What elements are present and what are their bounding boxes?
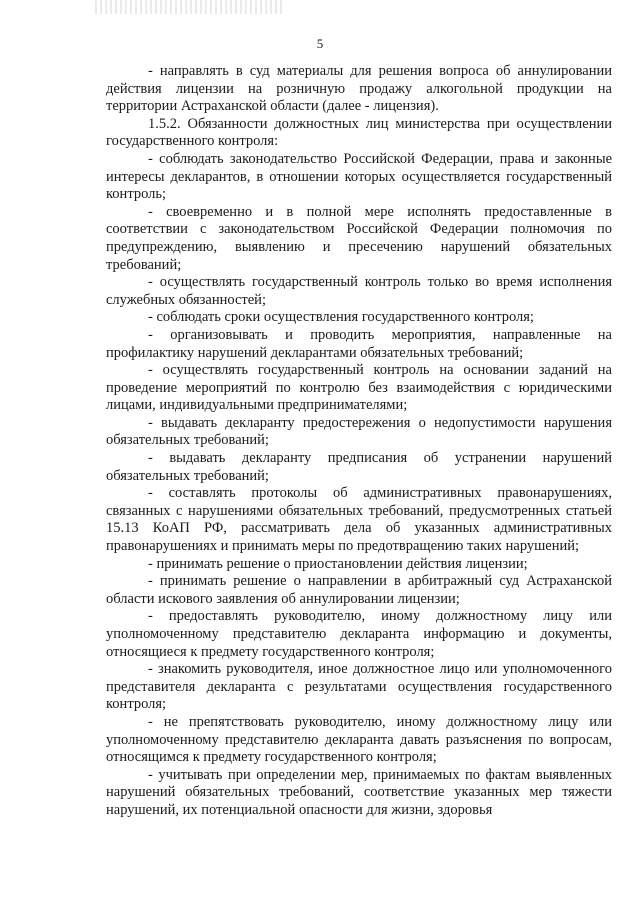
list-item: - принимать решение о приостановлении действия лицензии; <box>148 555 528 572</box>
list-item: - знакомить руководителя, иное должностное лицо или уполномоченного представителя декларанта с результатами осуществления государственного контроля; <box>106 661 612 713</box>
page-number: 5 <box>316 36 324 51</box>
list-item: - принимать решение о направлении в арбитражный суд Астраханской области искового заявления об аннулировании лицензии; <box>106 573 612 607</box>
list-item: - не препятствовать руководителю, иному должностному лицу или уполномоченному представителю декларанта давать разъяснения по вопросам, относящимся к предмету государственного контроля; <box>106 713 612 766</box>
list-item: - осуществлять государственный контроль только во время исполнения служебных обязанностей; <box>106 274 612 308</box>
section-heading-1-5-2: 1.5.2. Обязанности должностных лиц министерства при осуществлении государственного контроля: <box>106 115 612 150</box>
list-item: - соблюдать сроки осуществления государственного контроля; <box>148 309 534 326</box>
list-item: - выдавать декларанту предостережения о недопустимости нарушения обязательных требований; <box>106 414 612 449</box>
list-item: - организовывать и проводить мероприятия, направленные на профилактику нарушений декларантами обязательных требований; <box>106 326 612 361</box>
list-item: - соблюдать законодательство Российской Федерации, права и законные интересы декларантов, в отношении которых осуществляется государственный контроль; <box>106 150 612 203</box>
list-item: - своевременно и в полной мере исполнять предоставленные в соответствии с законодательством Российской Федерации полномочия по предупреждению, выявлению и пресечению нарушений обязательных требований; <box>106 203 612 273</box>
list-item: - предоставлять руководителю, иному должностному лицу или уполномоченному представителю декларанта информацию и документы, относящиеся к предмету государственного контроля; <box>106 608 612 660</box>
scan-artifact <box>95 0 285 14</box>
list-item: - осуществлять государственный контроль на основании заданий на проведение мероприятий по контролю без взаимодействия с юридическими лицами, индивидуальными предпринимателями; <box>106 362 612 414</box>
list-item: - выдавать декларанту предписания об устранении нарушений обязательных требований; <box>106 450 612 484</box>
list-item: - составлять протоколы об административных правонарушениях, связанных с нарушениями обязательных требований, предусмотренных статьей 15.13 КоАП РФ, рассматривать дела об указанных административных правонарушениях и принимать меры по предотвращению таких нарушений; <box>106 485 612 555</box>
list-item: - учитывать при определении мер, принимаемых по фактам выявленных нарушений обязательных требований, соответствие указанных мер тяжести нарушений, их потенциальной опасности для жизни, здоровья <box>106 766 612 818</box>
document-body <box>106 63 612 820</box>
paragraph: - направлять в суд материалы для решения вопроса об аннулировании действия лицензии на розничную продажу алкогольной продукции на территории Астраханской области (далее - лицензия). <box>106 63 612 115</box>
